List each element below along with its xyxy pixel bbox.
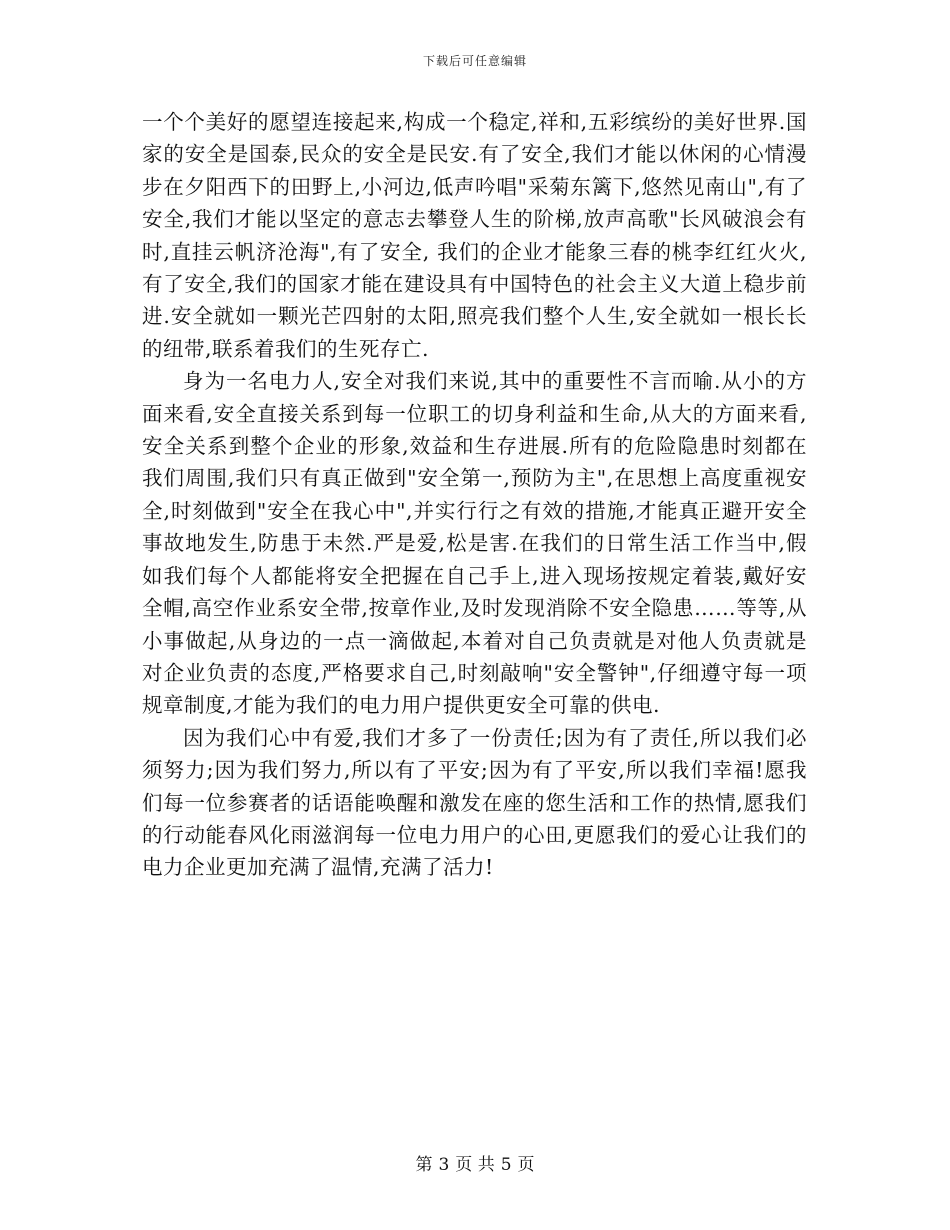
paragraph-conclusion: 因为我们心中有爱,我们才多了一份责任;因为有了责任,所以我们必须努力;因为我们努力,所以有了平安;因为有了平安,所以我们幸福!愿我们每一位参赛者的话语能唤醒和激发在座的您生活和工作的热情,愿我们的行动能春风化雨滋润每一位电力用户的心田,更愿我们的爱心让我们的电力企业更加充满了温情,充满了活力! <box>142 725 807 880</box>
footer-middle: 页 共 <box>455 1155 495 1175</box>
page-footer <box>0 1150 950 1175</box>
footer-total-pages: 5 <box>500 1155 512 1175</box>
document-body <box>142 106 807 884</box>
footer-prefix: 第 <box>415 1155 433 1175</box>
footer-current-page: 3 <box>438 1155 450 1175</box>
page-header-note: 下载后可任意编辑 <box>422 54 527 68</box>
footer-suffix: 页 <box>517 1155 535 1175</box>
paragraph-electric-safety: 身为一名电力人,安全对我们来说,其中的重要性不言而喻.从小的方面来看,安全直接关系到每一位职工的切身利益和生命,从大的方面来看,安全关系到整个企业的形象,效益和生存进展.所有的危险隐患时刻都在我们周围,我们只有真正做到"安全第一,预防为主",在思想上高度重视安全,时刻做到"安全在我心中",并实行行之有效的措施,才能真正避开安全事故地发生,防患于未然.严是爱,松是害.在我们的日常生活工作当中,假如我们每个人都能将安全把握在自己手上,进入现场按规定着装,戴好安全帽,高空作业系安全带,按章作业,及时发现消除不安全隐患……等等,从小事做起,从身边的一点一滴做起,本着对自己负责就是对他人负责就是对企业负责的态度,严格要求自己,时刻敲响"安全警钟",仔细遵守每一项规章制度,才能为我们的电力用户提供更安全可靠的供电. <box>142 369 807 718</box>
paragraph-safety-world: 一个个美好的愿望连接起来,构成一个稳定,祥和,五彩缤纷的美好世界.国家的安全是国泰,民众的安全是民安.有了安全,我们才能以休闲的心情漫步在夕阳西下的田野上,小河边,低声吟唱"采菊东篱下,悠然见南山",有了安全,我们才能以坚定的意志去攀登人生的阶梯,放声高歌"长风破浪会有时,直挂云帆济沧海",有了安全, 我们的企业才能象三春的桃李红红火火,有了安全,我们的国家才能在建设具有中国特色的社会主义大道上稳步前进.安全就如一颗光芒四射的太阳,照亮我们整个人生,安全就如一根长长的纽带,联系着我们的生死存亡. <box>142 110 807 361</box>
